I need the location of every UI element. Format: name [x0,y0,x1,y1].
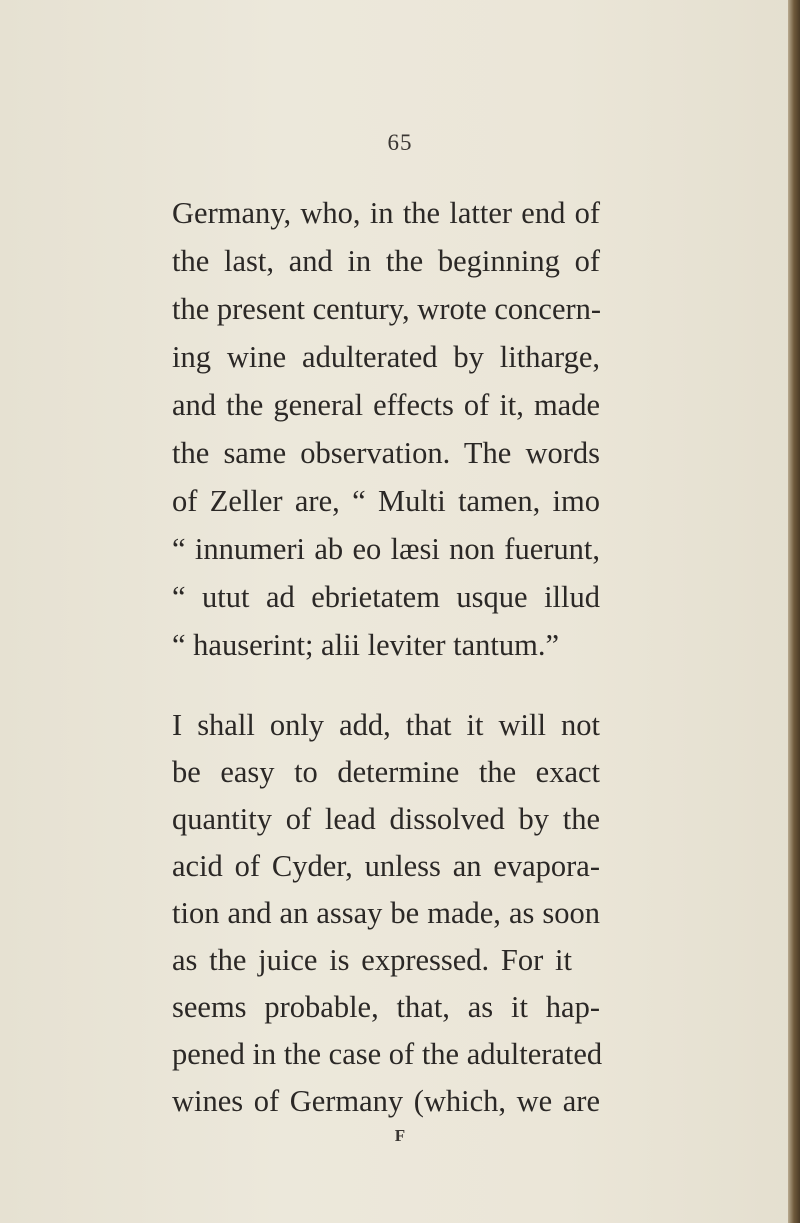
text-line: the same observation. The words [172,436,600,470]
signature-mark: F [394,1126,406,1145]
text-line: I shall only add, that it will not [172,708,600,742]
text-line: as the juice is expressed. For it [172,943,572,977]
text-line: pened in the case of the adulterated [172,1037,603,1071]
text-line: Germany, who, in the latter end of [172,196,600,230]
text-line: of Zeller are, “ Multi tamen, imo [172,484,600,518]
text-line: and the general effects of it, made [172,388,600,422]
page-number: 65 [387,130,413,155]
text-line: wines of Germany (which, we are [172,1084,600,1118]
text-line: the present century, wrote concern- [172,292,602,326]
text-line: the last, and in the beginning of [172,244,600,278]
text-line: “ innumeri ab eo læsi non fuerunt, [172,532,600,566]
text-line: “ hauserint; alii leviter tantum.” [172,628,560,662]
text-line: ing wine adulterated by litharge, [172,340,600,374]
text-line: seems probable, that, as it hap- [172,990,600,1024]
text-line: “ utut ad ebrietatem usque illud [172,580,600,614]
text-line: acid of Cyder, unless an evapora- [172,849,600,883]
text-line: quantity of lead dissolved by the [172,802,600,836]
text-line: be easy to determine the exact [172,755,600,789]
page-edge-binding [788,0,800,1223]
text-line: tion and an assay be made, as soon [172,896,600,930]
